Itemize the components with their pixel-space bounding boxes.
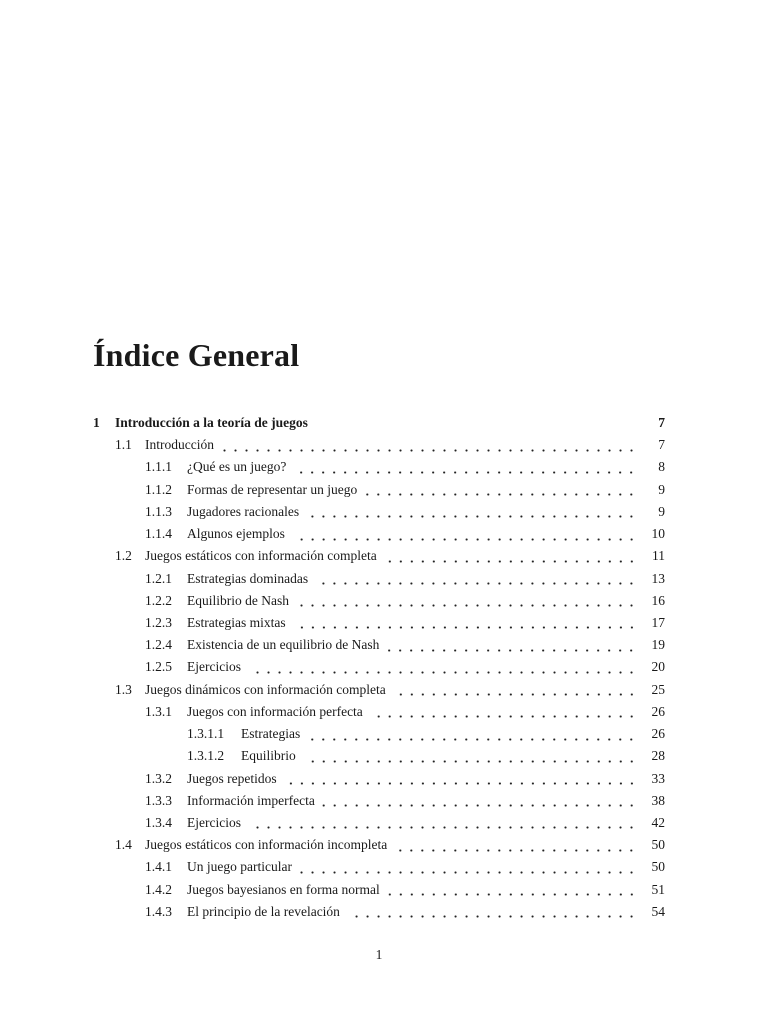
toc-subsubsection-entry [93,723,665,745]
subsection-title: Formas de representar un juego [187,481,358,497]
toc-subsection-entry [93,612,665,634]
dot-leader [315,568,637,590]
subsection-page: 50 [651,859,665,875]
subsection-title: Juegos con información perfecta [187,703,363,719]
dot-leader [370,701,637,723]
subsection-number: 1.1.3 [145,503,172,519]
dot-leader [387,879,637,901]
subsection-page: 9 [658,503,665,519]
section-page: 11 [652,548,665,564]
subsection-page: 9 [658,481,665,497]
section-number: 1.4 [115,837,132,853]
dot-leader [284,768,637,790]
toc-chapter-entry [93,412,665,434]
section-title: Juegos dinámicos con información completa [145,681,386,697]
toc-section-entry [93,434,665,456]
dot-leader [322,790,637,812]
subsection-title: ¿Qué es un juego? [187,459,287,475]
dot-leader [221,434,637,456]
chapter-page: 7 [658,415,665,430]
section-number: 1.2 [115,548,132,564]
subsection-title: Un juego particular [187,859,292,875]
subsubsection-title: Estrategias [241,726,301,742]
section-page: 7 [658,437,665,453]
dot-leader [248,656,637,678]
subsection-title: Estrategias mixtas [187,614,286,630]
subsection-page: 20 [651,659,665,675]
toc-subsection-entry [93,456,665,478]
dot-leader [307,723,637,745]
subsection-number: 1.2.4 [145,637,172,653]
toc-subsection-entry [93,812,665,834]
subsubsection-number: 1.3.1.2 [187,748,225,764]
subsection-number: 1.4.2 [145,881,172,897]
section-title: Juegos estáticos con información completa [145,548,377,564]
toc-subsection-entry [93,701,665,723]
subsection-page: 33 [651,770,665,786]
subsection-number: 1.3.1 [145,703,172,719]
toc-section-entry [93,545,665,567]
subsection-title: Ejercicios [187,659,241,675]
toc-subsection-entry [93,501,665,523]
toc-subsection-entry [93,634,665,656]
subsection-page: 51 [651,881,665,897]
toc-subsection-entry [93,879,665,901]
section-title: Introducción [145,437,214,453]
dot-leader [292,523,637,545]
dot-leader [296,590,637,612]
dot-leader [386,634,637,656]
subsection-page: 8 [658,459,665,475]
section-number: 1.3 [115,681,132,697]
subsubsection-number: 1.3.1.1 [187,726,225,742]
subsection-number: 1.4.3 [145,903,172,919]
dot-leader [299,856,637,878]
dot-leader [347,901,637,923]
subsection-title: Algunos ejemplos [187,526,285,542]
toc-subsection-entry [93,568,665,590]
subsection-number: 1.2.3 [145,614,172,630]
section-title: Juegos estáticos con información incompleta [145,837,388,853]
dot-leader [306,501,637,523]
section-number: 1.1 [115,437,132,453]
dot-leader [364,479,637,501]
toc-section-entry [93,834,665,856]
dot-leader [393,679,637,701]
toc-subsection-entry [93,590,665,612]
subsubsection-page: 28 [651,748,665,764]
subsection-page: 13 [651,570,665,586]
subsection-number: 1.2.2 [145,592,172,608]
chapter-number: 1 [93,415,100,430]
toc-subsubsection-entry [93,745,665,767]
subsection-title: Juegos repetidos [187,770,277,786]
subsubsection-title: Equilibrio [241,748,296,764]
subsection-page: 17 [651,614,665,630]
dot-leader [248,812,637,834]
page-title: Índice General [93,337,300,374]
dot-leader [394,834,637,856]
subsection-page: 19 [651,637,665,653]
subsection-number: 1.1.4 [145,526,172,542]
subsection-number: 1.2.1 [145,570,172,586]
subsection-number: 1.3.4 [145,814,172,830]
toc-subsection-entry [93,856,665,878]
subsection-number: 1.1.2 [145,481,172,497]
subsection-number: 1.3.2 [145,770,172,786]
toc-subsection-entry [93,768,665,790]
toc-subsection-entry [93,656,665,678]
subsubsection-page: 26 [651,726,665,742]
subsection-number: 1.4.1 [145,859,172,875]
toc-section-entry [93,679,665,701]
toc-subsection-entry [93,901,665,923]
dot-leader [384,545,637,567]
subsection-page: 54 [651,903,665,919]
footer-page-number: 1 [375,947,383,962]
subsection-title: Jugadores racionales [187,503,300,519]
subsection-page: 10 [651,526,665,542]
subsection-number: 1.3.3 [145,792,172,808]
subsection-title: Juegos bayesianos en forma normal [187,881,380,897]
dot-leader [293,612,637,634]
subsection-page: 16 [651,592,665,608]
toc-subsection-entry [93,790,665,812]
subsection-number: 1.2.5 [145,659,172,675]
subsection-title: Estrategias dominadas [187,570,309,586]
subsection-page: 26 [651,703,665,719]
subsection-title: Información imperfecta [187,792,315,808]
subsection-page: 42 [651,814,665,830]
toc-subsection-entry [93,523,665,545]
chapter-title: Introducción a la teoría de juegos [115,415,308,430]
subsection-title: Existencia de un equilibrio de Nash [187,637,380,653]
subsection-title: Ejercicios [187,814,241,830]
dot-leader [293,456,637,478]
subsection-number: 1.1.1 [145,459,172,475]
section-page: 50 [651,837,665,853]
toc-subsection-entry [93,479,665,501]
section-page: 25 [651,681,665,697]
dot-leader [303,745,637,767]
subsection-title: El principio de la revelación [187,903,340,919]
subsection-title: Equilibrio de Nash [187,592,289,608]
subsection-page: 38 [651,792,665,808]
table-of-contents [93,412,665,923]
